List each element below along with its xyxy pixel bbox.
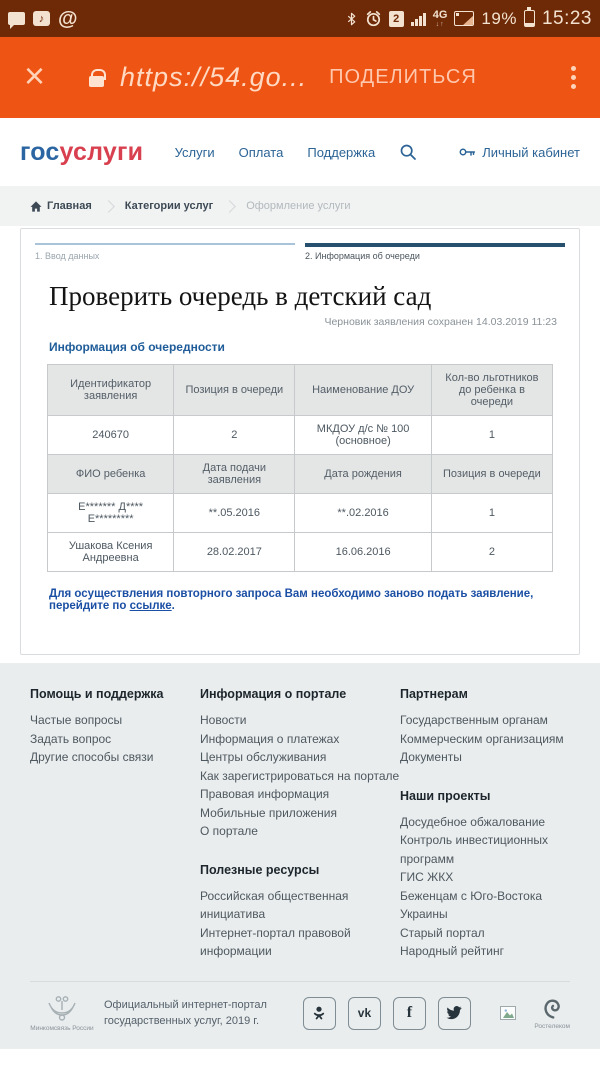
alarm-clock-icon <box>365 10 382 27</box>
footer-link[interactable]: Интернет-портал правовой информации <box>200 925 351 958</box>
cell-child-name: Е******* Д**** Е********* <box>48 494 174 533</box>
footer-link[interactable]: Контроль инвестиционных программ <box>400 833 549 866</box>
nav-services[interactable]: Услуги <box>174 144 215 160</box>
search-icon[interactable] <box>399 143 417 161</box>
footer-heading-projects: Наши проекты <box>400 788 491 803</box>
android-status-bar <box>0 0 600 37</box>
music-app-icon: ♪ <box>33 11 50 26</box>
battery-icon <box>524 10 535 27</box>
footer-link[interactable]: Как зарегистрироваться на портале <box>200 768 400 783</box>
logo-part-uslugi: услуги <box>59 137 144 166</box>
ministry-emblem-block <box>30 994 94 1033</box>
cell-queue-position: 2 <box>174 416 295 455</box>
chevron-right-icon <box>223 200 236 213</box>
footer-link[interactable]: Документы <box>400 750 462 764</box>
cell-filing-date: 28.02.2017 <box>174 533 295 572</box>
footer-heading-resources: Полезные ресурсы <box>200 862 320 877</box>
note-period: . <box>171 600 175 612</box>
chevron-right-icon <box>102 200 115 213</box>
battery-percent: 19% <box>481 8 517 28</box>
screenshot-icon <box>454 11 474 26</box>
queue-table <box>47 364 553 572</box>
copyright-text: Официальный интернет-портал государственных услуг, 2019 г. <box>104 998 267 1028</box>
service-card <box>20 228 580 655</box>
footer-link[interactable]: ГИС ЖКХ <box>400 870 454 884</box>
footer-link[interactable]: Другие способы связи <box>30 750 154 764</box>
sim-slot-badge: 2 <box>389 11 404 27</box>
footer-link[interactable]: О портале <box>200 824 258 838</box>
note-text: Для осуществления повторного запроса Вам необходимо заново подать заявление, перейдите по <box>49 588 534 612</box>
browser-toolbar <box>0 37 600 118</box>
rostelecom-ear-icon <box>541 997 563 1021</box>
breadcrumb-current: Оформление услуги <box>246 200 351 212</box>
address-bar-url[interactable]: https://54.go... <box>120 62 308 92</box>
message-icon <box>8 12 25 25</box>
footer-link[interactable]: Частые вопросы <box>30 713 123 727</box>
footer-link[interactable]: Информация о платежах <box>200 731 340 746</box>
breadcrumb-categories[interactable]: Категории услуг <box>124 200 214 212</box>
share-button[interactable]: ПОДЕЛИТЬСЯ <box>329 66 477 88</box>
header-cell: Кол-во льготников до ребенка в очереди <box>431 365 552 416</box>
ministry-caption: Минкомсвязь России <box>30 1024 94 1032</box>
breadcrumb <box>0 186 600 226</box>
footer-col-help <box>30 687 200 961</box>
network-type-indicator: 4G ↓↑ <box>432 8 448 28</box>
cell-benefit-count: 1 <box>431 416 552 455</box>
bluetooth-icon <box>345 11 358 27</box>
nav-support[interactable]: Поддержка <box>307 144 376 160</box>
close-icon[interactable]: × <box>24 54 46 96</box>
email-at-icon: @ <box>58 7 78 30</box>
cell-position: 1 <box>431 494 552 533</box>
footer-link[interactable]: Задать вопрос <box>30 731 112 746</box>
ministry-eagle-icon <box>45 994 79 1022</box>
footer-link[interactable]: Мобильные приложения <box>200 805 337 820</box>
footer-col-portal-info <box>200 687 400 961</box>
cell-birth-date: 16.06.2016 <box>295 533 431 572</box>
personal-cabinet-label: Личный кабинет <box>482 144 580 160</box>
footer-link[interactable]: Правовая информация <box>200 787 330 801</box>
footer-link[interactable]: Государственным органам <box>400 713 548 727</box>
nav-payment[interactable]: Оплата <box>238 144 284 160</box>
footer-link[interactable]: Новости <box>200 713 247 727</box>
header-cell: ФИО ребенка <box>48 455 174 494</box>
cell-application-id: 240670 <box>48 416 174 455</box>
table-header-row <box>48 365 553 416</box>
header-cell: Позиция в очереди <box>431 455 552 494</box>
header-cell: Наименование ДОУ <box>295 365 431 416</box>
cell-child-name: Ушакова Ксения Андреевна <box>48 533 174 572</box>
header-cell: Дата подачи заявления <box>174 455 295 494</box>
footer-link[interactable]: Беженцам с Юго-Востока Украины <box>400 888 543 921</box>
cell-position: 2 <box>431 533 552 572</box>
broken-image-icon <box>500 1006 516 1020</box>
signal-strength-icon <box>411 12 426 26</box>
queue-section-title: Информация об очередности <box>49 340 225 354</box>
footer-link[interactable]: Центры обслуживания <box>200 750 327 764</box>
key-icon <box>459 145 476 159</box>
odnoklassniki-icon[interactable] <box>303 997 336 1030</box>
personal-cabinet-link[interactable] <box>459 145 580 160</box>
header-cell: Дата рождения <box>295 455 431 494</box>
lock-icon[interactable] <box>89 76 104 87</box>
twitter-icon[interactable] <box>438 997 471 1030</box>
facebook-icon[interactable]: f <box>393 997 426 1030</box>
table-row <box>48 533 553 572</box>
footer-link[interactable]: Досудебное обжалование <box>400 814 546 829</box>
wizard-steps <box>35 243 565 261</box>
header-cell: Идентификатор заявления <box>48 365 174 416</box>
footer-link[interactable]: Российская общественная инициатива <box>200 888 349 921</box>
repeat-request-note <box>49 588 565 612</box>
vkontakte-icon[interactable]: vk <box>348 997 381 1030</box>
table-row <box>48 494 553 533</box>
cell-dou-name: МКДОУ д/с № 100 (основное) <box>295 416 431 455</box>
footer-heading-partners: Партнерам <box>400 687 468 701</box>
footer-link[interactable]: Народный рейтинг <box>400 944 504 958</box>
header-cell: Позиция в очереди <box>174 365 295 416</box>
draft-saved-status: Черновик заявления сохранен 14.03.2019 11:23 <box>324 316 557 328</box>
footer-link[interactable]: Старый портал <box>400 925 485 940</box>
home-icon <box>30 201 42 212</box>
table-row <box>48 416 553 455</box>
cell-filing-date: **.05.2016 <box>174 494 295 533</box>
social-links <box>303 997 471 1030</box>
overflow-menu-icon[interactable] <box>571 66 576 89</box>
table-header-row <box>48 455 553 494</box>
clock-time: 15:23 <box>541 7 592 29</box>
page-title: Проверить очередь в детский сад <box>49 281 432 311</box>
cell-birth-date: **.02.2016 <box>295 494 431 533</box>
footer-col-partners <box>400 687 570 961</box>
rostelecom-caption: Ростелеком <box>534 1022 570 1030</box>
breadcrumb-home[interactable]: Главная <box>30 200 92 212</box>
rostelecom-logo <box>534 997 570 1030</box>
footer-heading-portal-info: Информация о портале <box>200 687 347 701</box>
footer-heading-help: Помощь и поддержка <box>30 687 164 701</box>
logo-part-gos: гос <box>20 137 60 166</box>
step-2-queue-info: 2. Информация об очереди <box>305 243 565 261</box>
site-header <box>0 118 600 186</box>
site-footer <box>0 663 600 1049</box>
note-link[interactable]: ссылке <box>129 600 172 612</box>
gosuslugi-logo[interactable] <box>20 138 143 167</box>
step-1-input-data: 1. Ввод данных <box>35 243 295 261</box>
footer-link[interactable]: Коммерческим организациям <box>400 731 564 746</box>
